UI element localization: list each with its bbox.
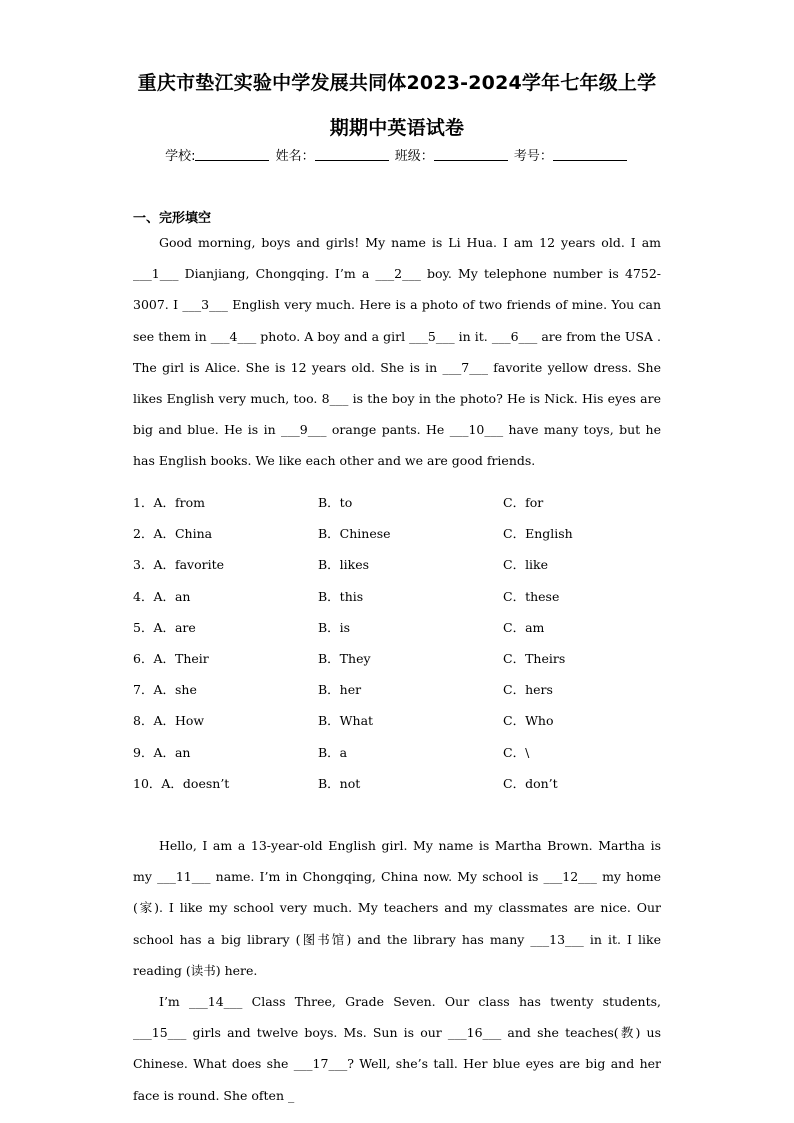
option-a[interactable] bbox=[133, 493, 205, 511]
option-b[interactable]: B．likes bbox=[318, 557, 370, 573]
option-a-label: A．an bbox=[153, 588, 191, 604]
option-b[interactable]: B．What bbox=[318, 713, 374, 729]
question-number: 4． bbox=[133, 588, 154, 604]
option-a-label: A．from bbox=[153, 495, 205, 510]
option-a-label: A．are bbox=[153, 619, 196, 635]
question-row bbox=[133, 680, 663, 700]
option-b[interactable]: B．Chinese bbox=[318, 526, 391, 542]
question-number: 8． bbox=[133, 713, 154, 729]
option-a-label: A．an bbox=[153, 744, 191, 760]
section-title: 一、完形填空 bbox=[133, 211, 212, 226]
student-info-line bbox=[0, 145, 794, 164]
question-row bbox=[133, 524, 663, 544]
passage-1-text: Good morning, boys and girls! My name is Li Hua. I am 12 years old. I am ___1___ Dianjiang, Chongqing. I’m a ___2___ boy. My telephone number is 4752-3007. I ___3___ English very much. Here is a photo of two friends of mine. You can see them in ___4___ photo. A boy and a girl ___5___ in it. ___6___ are from the USA . The girl is Alice. She is 12 years old. She is in ___7___ favorite yellow dress. She likes English very much, too. 8___ is the boy in the photo? He is Nick. His eyes are big and blue. He is in ___9___ orange pants. He ___10___ have many toys, but he has English books. We like each other and we are good friends. bbox=[133, 235, 661, 469]
option-a[interactable] bbox=[133, 649, 209, 667]
option-a-label: A．China bbox=[153, 526, 213, 542]
question-row bbox=[133, 649, 663, 669]
number-blank bbox=[553, 148, 627, 161]
passage-2-paragraph-1: Hello, I am a 13-year-old English girl. My name is Martha Brown. Martha is my ___11___ name. I’m in Chongqing, China now. My school is ___12___ my home (家). I like my school very much. My teachers and my classmates are nice. Our school has a big library (图书馆) and the library has many ___13___ in it. I like reading (读书) here. bbox=[133, 838, 661, 978]
option-a[interactable] bbox=[133, 711, 204, 729]
question-number: 2． bbox=[133, 526, 154, 542]
option-a-label: A．doesn’t bbox=[161, 775, 230, 791]
option-b[interactable]: B．this bbox=[318, 588, 364, 604]
option-b[interactable]: B．They bbox=[318, 651, 371, 666]
question-number: 1． bbox=[133, 495, 154, 510]
passage-1 bbox=[133, 227, 661, 477]
option-c[interactable]: C．English bbox=[503, 526, 573, 542]
question-row bbox=[133, 774, 663, 794]
school-blank bbox=[195, 148, 269, 161]
option-c[interactable]: C．Theirs bbox=[503, 651, 566, 666]
question-row bbox=[133, 711, 663, 731]
option-c[interactable]: C．like bbox=[503, 557, 549, 573]
name-label: 姓名： bbox=[275, 149, 315, 164]
question-number: 3． bbox=[133, 557, 154, 573]
class-label: 班级： bbox=[394, 149, 434, 164]
class-blank bbox=[434, 148, 508, 161]
option-a[interactable] bbox=[133, 774, 229, 792]
question-row bbox=[133, 743, 663, 763]
option-a[interactable] bbox=[133, 555, 224, 573]
question-row bbox=[133, 493, 663, 513]
number-label: 考号： bbox=[513, 149, 553, 164]
exam-title-line2: 期期中英语试卷 bbox=[329, 117, 465, 139]
option-a[interactable] bbox=[133, 743, 190, 761]
name-blank bbox=[315, 148, 389, 161]
question-number: 6． bbox=[133, 651, 154, 666]
question-row bbox=[133, 618, 663, 638]
option-b[interactable]: B．to bbox=[318, 495, 353, 510]
option-a[interactable] bbox=[133, 618, 196, 636]
option-c[interactable]: C．these bbox=[503, 588, 560, 604]
option-c[interactable]: C．for bbox=[503, 495, 544, 510]
option-c[interactable]: C．hers bbox=[503, 682, 553, 698]
option-c[interactable]: C．Who bbox=[503, 713, 554, 729]
exam-title-line1: 重庆市垫江实验中学发展共同体2023-2024学年七年级上学 bbox=[137, 72, 657, 94]
option-b[interactable]: B．is bbox=[318, 619, 351, 635]
option-b[interactable]: B．a bbox=[318, 744, 348, 760]
question-number: 9． bbox=[133, 744, 154, 760]
passage-2-paragraph-2: I’m ___14___ Class Three, Grade Seven. Our class has twenty students, ___15___ girls and twelve boys. Ms. Sun is our ___16___ and she teaches(教) us Chinese. What does she ___17___? Well, she’s tall. Her blue eyes are big and her face is round. She often _ bbox=[133, 994, 661, 1103]
option-b[interactable]: B．not bbox=[318, 775, 361, 791]
question-number: 7． bbox=[133, 682, 154, 698]
school-label: 学校: bbox=[165, 149, 196, 164]
option-a-label: A．favorite bbox=[153, 557, 225, 573]
option-c[interactable]: C．\ bbox=[503, 744, 530, 760]
option-a[interactable] bbox=[133, 587, 190, 605]
option-b[interactable]: B．her bbox=[318, 682, 362, 698]
passage-2 bbox=[133, 830, 661, 1111]
option-a-label: A．How bbox=[153, 713, 205, 729]
question-row bbox=[133, 555, 663, 575]
question-row bbox=[133, 587, 663, 607]
option-a-label: A．she bbox=[153, 682, 197, 698]
option-c[interactable]: C．don’t bbox=[503, 775, 558, 791]
question-number: 5． bbox=[133, 619, 154, 635]
option-a[interactable] bbox=[133, 680, 197, 698]
option-a[interactable] bbox=[133, 524, 212, 542]
option-c[interactable]: C．am bbox=[503, 619, 545, 635]
option-a-label: A．Their bbox=[153, 651, 209, 666]
question-number: 10． bbox=[133, 775, 162, 791]
